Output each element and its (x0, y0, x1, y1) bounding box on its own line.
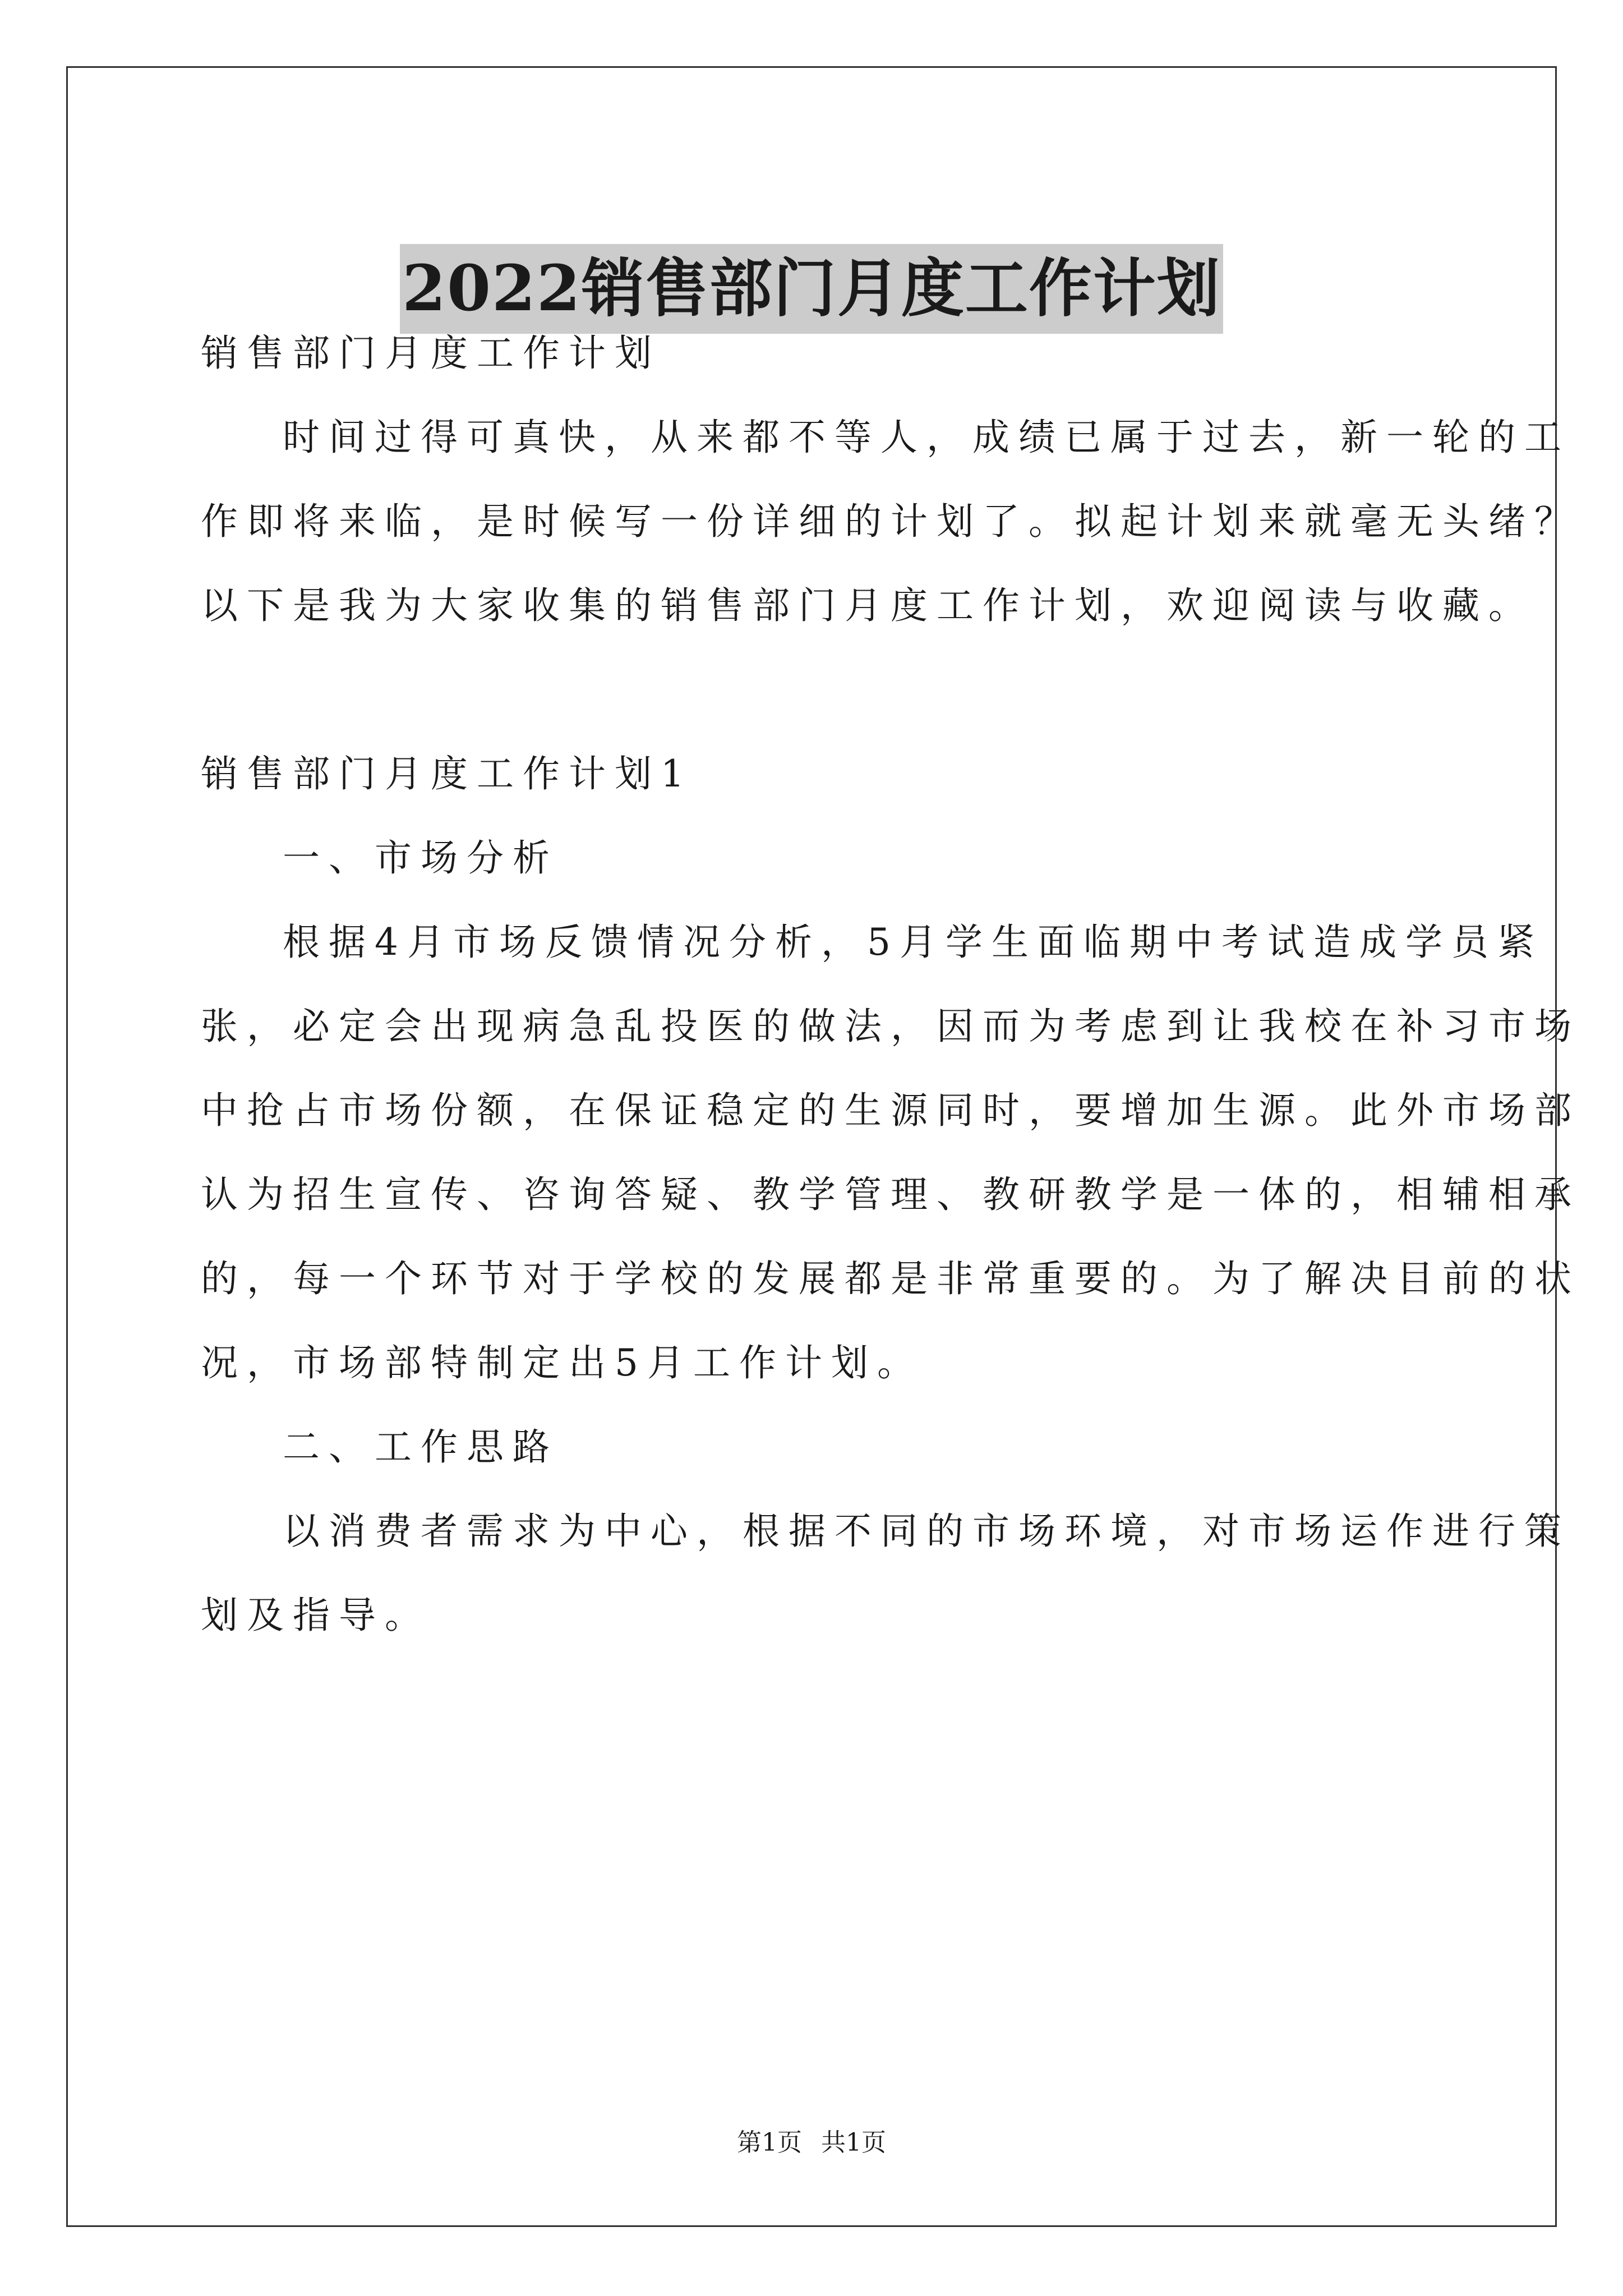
page-footer (0, 2126, 1623, 2160)
paragraph-gap (201, 648, 1429, 732)
paragraph-line: 况，市场部特制定出5月工作计划。 (201, 1341, 923, 1384)
page-number-total: 共1页 (821, 2128, 886, 2157)
paragraph-line: 的，每一个环节对于学校的发展都是非常重要的。为了解决目前的状 (201, 1257, 1580, 1300)
section-heading: 销售部门月度工作计划 (201, 332, 661, 375)
paragraph-line: 以消费者需求为中心，根据不同的市场环境，对市场运作进行策 (283, 1510, 1570, 1553)
paragraph-line: 认为招生宣传、咨询答疑、教学管理、教研教学是一体的，相辅相承 (201, 1173, 1580, 1216)
document-title: 2022销售部门月度工作计划 (400, 244, 1223, 334)
paragraph-line: 中抢占市场份额，在保证稳定的生源同时，要增加生源。此外市场部 (201, 1089, 1580, 1132)
section-heading: 销售部门月度工作计划1 (201, 752, 693, 795)
document-body (201, 311, 1580, 1658)
paragraph-line: 张，必定会出现病急乱投医的做法，因而为考虑到让我校在补习市场 (201, 1005, 1580, 1048)
paragraph-line: 以下是我为大家收集的销售部门月度工作计划，欢迎阅读与收藏。 (201, 584, 1534, 627)
paragraph-line: 根据4月市场反馈情况分析，5月学生面临期中考试造成学员紧 (283, 921, 1543, 964)
subsection-heading: 一、市场分析 (283, 836, 559, 880)
paragraph-line: 作即将来临，是时候写一份详细的计划了。拟起计划来就毫无头绪？ (201, 500, 1580, 543)
page-number-current: 第1页 (737, 2128, 802, 2157)
paragraph-line: 划及指导。 (201, 1594, 431, 1637)
subsection-heading: 二、工作思路 (283, 1425, 559, 1469)
paragraph-line: 时间过得可真快，从来都不等人，成绩已属于过去，新一轮的工 (283, 416, 1570, 459)
